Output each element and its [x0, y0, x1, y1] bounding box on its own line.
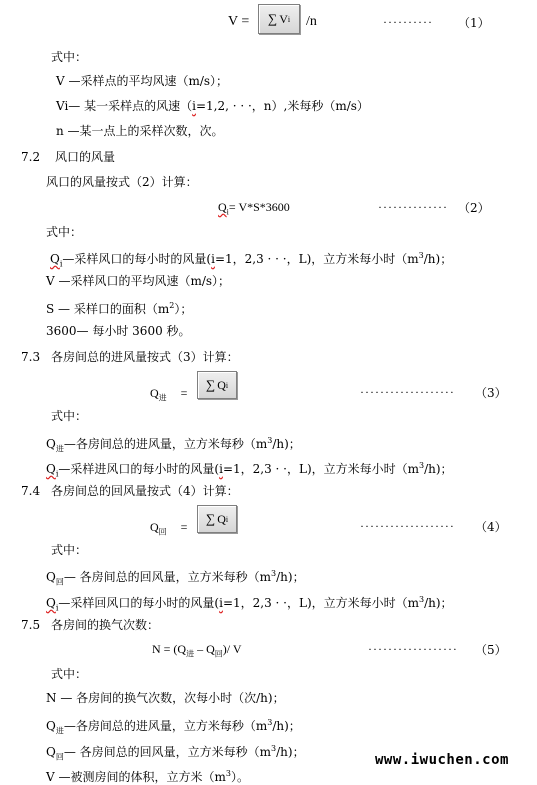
s75-l3-sub: 回	[55, 752, 64, 762]
site-watermark: www.iwuchen.com	[375, 752, 509, 768]
s74-eq-number: （4）	[475, 520, 507, 534]
s74-sum-box	[197, 505, 237, 533]
s72-def-qi	[50, 248, 452, 272]
s73-l1-sub: 进	[55, 444, 64, 454]
s73-eq-number: （3）	[475, 386, 507, 400]
where1-line2-b: =1,2, · · ·，n）,米每秒（m/s）	[195, 99, 369, 113]
s72-eq-number: （2）	[458, 201, 490, 215]
s74-dots: ···················	[360, 519, 455, 533]
s75-def-qin	[46, 715, 301, 739]
s72-l1-c: /h)；	[423, 252, 453, 266]
s74-where-label: 式中：	[51, 543, 88, 557]
s74-eq-sub: 回	[158, 527, 167, 537]
s72-l1-b: =1，2,3 · · ·，L)，立方米每小时（m	[214, 252, 419, 266]
s72-l1-a: —采样风口的每小时的风量(	[62, 252, 212, 266]
s72-intro: 风口的风量按式（2）计算：	[46, 175, 198, 189]
s75-equation	[152, 641, 242, 662]
s72-title: 风口的风量	[55, 150, 116, 164]
s75-l3-b: /h)；	[276, 745, 305, 759]
eq1-sum-box	[258, 4, 300, 34]
s73-title: 各房间总的进风量按式（3）计算：	[51, 350, 239, 364]
s75-l4-sup: 3	[225, 769, 231, 778]
s74-l2-i: i	[219, 596, 223, 610]
s72-def-s	[46, 298, 192, 317]
s72-def-v: V —采样风口的平均风速（m/s）；	[46, 274, 231, 288]
s72-l3-a: S — 采样口的面积（m	[46, 302, 170, 316]
s73-box-sub: i	[225, 380, 229, 390]
eq1-number: （1）	[458, 16, 490, 30]
where1-line2-i: i	[192, 99, 196, 113]
s75-eq-number: （5）	[475, 643, 507, 657]
s73-dots: ···················	[360, 385, 455, 399]
s74-l2-a: —采样回风口的每小时的风量(	[58, 596, 220, 610]
eq1-box-sub: i	[287, 14, 291, 24]
s72-eq-q: Q	[218, 200, 227, 214]
s72-where-label: 式中：	[46, 225, 83, 239]
s75-def-qback	[46, 741, 305, 765]
s74-l2-sub: i	[55, 603, 59, 613]
s73-number: 7.3	[21, 350, 41, 364]
s75-l4-a: V —被测房间的体积，立方米（m	[46, 770, 226, 784]
s74-eq-lhs	[150, 519, 187, 540]
s73-where-label: 式中：	[51, 409, 88, 423]
s74-title: 各房间总的回风量按式（4）计算：	[51, 484, 239, 498]
eq1-box-var: V	[279, 11, 288, 26]
s72-l3-b: ）；	[174, 302, 193, 316]
eq1-rhs: /n	[306, 14, 317, 29]
s74-eq-q: Q	[150, 520, 159, 534]
s72-dots: ··············	[378, 200, 448, 214]
s74-l2-c: /h)；	[424, 596, 453, 610]
s74-box-var: Q	[217, 511, 226, 526]
s75-l2-q: Q	[46, 719, 56, 733]
s72-def-3600: 3600— 每小时 3600 秒。	[46, 324, 191, 338]
s75-eq-sub2: 回	[214, 649, 223, 659]
s73-l1-b: /h)；	[272, 437, 301, 451]
sigma-symbol: ∑	[267, 11, 278, 26]
s73-eq-lhs	[150, 385, 187, 406]
s72-number: 7.2	[21, 150, 41, 164]
s73-def-qin	[46, 433, 301, 457]
sigma-symbol: ∑	[205, 511, 216, 526]
s74-l1-sup: 3	[271, 569, 277, 578]
s75-eq-mid: – Q	[194, 642, 215, 656]
eq1-lhs: V =	[228, 14, 250, 29]
where1-line2-a: Vi— 某一采样点的风速（	[56, 99, 193, 113]
s75-l4-b: ）。	[230, 770, 249, 784]
s72-l1-sub: i	[59, 259, 63, 269]
s73-l2-sub: i	[55, 469, 59, 479]
s75-eq-a: N = (Q	[152, 642, 187, 656]
s74-l2-sup: 3	[419, 595, 425, 604]
s72-l1-i: i	[211, 252, 215, 266]
s75-eq-end: )/ V	[222, 642, 242, 656]
eq1-dots: ··········	[383, 15, 433, 29]
s74-eq-equals: =	[180, 520, 188, 534]
where1-line1: V —采样点的平均风速（m/s）；	[56, 74, 229, 88]
s75-number: 7.5	[21, 618, 41, 632]
s75-l3-a: — 各房间总的回风量，立方米每秒（m	[63, 745, 272, 759]
s75-l3-q: Q	[46, 745, 56, 759]
s73-sum-box	[197, 371, 237, 399]
s72-equation	[218, 199, 290, 220]
s75-def-n: N — 各房间的换气次数，次每小时（次/h)；	[46, 691, 285, 705]
s75-l2-sup: 3	[267, 718, 273, 727]
s72-eq-sub: i	[226, 207, 229, 217]
s75-l3-sup: 3	[271, 744, 277, 753]
s74-l2-b: =1，2,3 · ·，L)，立方米每小时（m	[222, 596, 419, 610]
s73-l2-sup: 3	[419, 461, 425, 470]
s74-def-qi	[46, 592, 453, 616]
sigma-symbol: ∑	[205, 377, 216, 392]
s73-l2-c: /h)；	[424, 462, 453, 476]
s72-l3-sup: 2	[169, 301, 175, 310]
s74-number: 7.4	[21, 484, 41, 498]
s72-l1-q: Q	[50, 252, 60, 266]
s74-def-qback	[46, 566, 305, 590]
where1-label: 式中：	[51, 50, 88, 64]
s73-l1-sup: 3	[267, 436, 273, 445]
s73-eq-q: Q	[150, 386, 159, 400]
s73-l2-a: —采样进风口的每小时的风量(	[58, 462, 220, 476]
s75-title: 各房间的换气次数：	[51, 618, 160, 632]
s74-l1-sub: 回	[55, 577, 64, 587]
s73-l2-b: =1，2,3 · ·，L)，立方米每小时（m	[222, 462, 419, 476]
s73-l1-q: Q	[46, 437, 56, 451]
s75-l2-a: —各房间总的进风量，立方米每秒（m	[63, 719, 268, 733]
s74-l1-q: Q	[46, 570, 56, 584]
s75-def-v	[46, 766, 249, 785]
s72-eq-rest: = V*S*3600	[228, 200, 290, 214]
s74-l2-q: Q	[46, 596, 56, 610]
s75-l2-b: /h)；	[272, 719, 301, 733]
s73-l1-a: —各房间总的进风量，立方米每秒（m	[63, 437, 268, 451]
s73-box-var: Q	[217, 377, 226, 392]
s72-l1-sup: 3	[418, 251, 424, 260]
s75-where-label: 式中：	[51, 667, 88, 681]
s75-dots: ··················	[368, 642, 458, 656]
s74-l1-b: /h)；	[276, 570, 305, 584]
s73-l2-q: Q	[46, 462, 56, 476]
s73-l2-i: i	[219, 462, 223, 476]
s75-l2-sub: 进	[55, 726, 64, 736]
s73-def-qi	[46, 458, 453, 482]
s75-eq-sub1: 进	[186, 649, 195, 659]
where1-line3: n —某一点上的采样次数，次。	[56, 124, 224, 138]
s73-eq-equals: =	[180, 386, 188, 400]
where1-line2	[56, 98, 369, 114]
s73-eq-sub: 进	[158, 393, 167, 403]
s74-box-sub: i	[225, 514, 229, 524]
s74-l1-a: — 各房间总的回风量，立方米每秒（m	[63, 570, 272, 584]
